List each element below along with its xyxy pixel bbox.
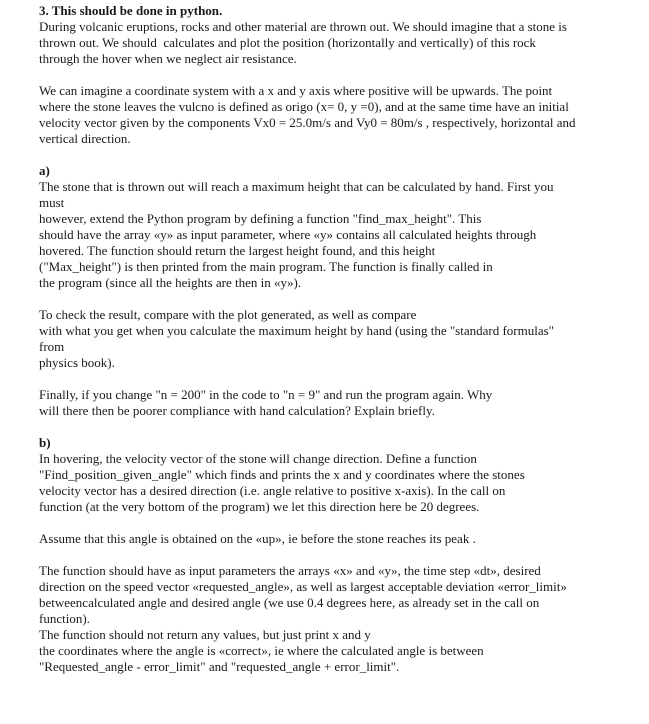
text-line: Finally, if you change "n = 200" in the code to "n = 9" and run the program again. Why: [39, 387, 493, 402]
text-line: velocity vector given by the components Vx0 = 25.0m/s and Vy0 = 80m/s , respectively, horizontal and: [39, 115, 576, 130]
text-line: thrown out. We should calculates and plot the position (horizontally and vertically) of this rock: [39, 35, 536, 50]
text-line: will there then be poorer compliance with hand calculation? Explain briefly.: [39, 403, 435, 418]
text-line: Assume that this angle is obtained on the «up», ie before the stone reaches its peak .: [39, 531, 476, 546]
text-line: function).: [39, 611, 90, 626]
text-line: The function should have as input parameters the arrays «x» and «y», the time step «dt», desired: [39, 563, 541, 578]
text-line: should have the array «y» as input parameter, where «y» contains all calculated heights through: [39, 227, 537, 242]
text-line: function (at the very bottom of the program) we let this direction here be 20 degrees.: [39, 499, 480, 514]
part-b-paragraph-1: [39, 451, 639, 515]
text-line: with what you get when you calculate the maximum height by hand (using the "standard formulas": [39, 323, 554, 338]
part-a-paragraph-2: [39, 307, 639, 371]
text-line: vertical direction.: [39, 131, 131, 146]
text-line: physics book).: [39, 355, 115, 370]
text-line: The stone that is thrown out will reach a maximum height that can be calculated by hand. First you: [39, 179, 554, 194]
part-a-paragraph-1: [39, 179, 639, 291]
text-line: During volcanic eruptions, rocks and other material are thrown out. We should imagine that a stone is: [39, 19, 567, 34]
text-line: where the stone leaves the vulcno is defined as origo (x= 0, y =0), and at the same time have an initial: [39, 99, 569, 114]
text-line: "Requested_angle - error_limit" and "requested_angle + error_limit".: [39, 659, 400, 674]
text-line: betweencalculated angle and desired angle (we use 0.4 degrees here, as already set in the call on: [39, 595, 540, 610]
text-line: the coordinates where the angle is «correct», ie where the calculated angle is between: [39, 643, 484, 658]
part-b: [39, 435, 639, 675]
setup-paragraph: [39, 83, 639, 147]
text-line: direction on the speed vector «requested_angle», as well as largest acceptable deviation «error_limit»: [39, 579, 567, 594]
text-line: In hovering, the velocity vector of the stone will change direction. Define a function: [39, 451, 477, 466]
text-line: "Find_position_given_angle" which finds and prints the x and y coordinates where the stones: [39, 467, 525, 482]
text-line: however, extend the Python program by defining a function "find_max_height". This: [39, 211, 482, 226]
part-b-label: b): [39, 435, 51, 450]
text-line: from: [39, 339, 65, 354]
text-line: through the hover when we neglect air resistance.: [39, 51, 297, 66]
text-line: The function should not return any values, but just print x and y: [39, 627, 371, 642]
text-line: ("Max_height") is then printed from the main program. The function is finally called in: [39, 259, 493, 274]
part-b-paragraph-3: [39, 563, 639, 675]
text-line: We can imagine a coordinate system with a x and y axis where positive will be upwards. The point: [39, 83, 553, 98]
task-title: 3. This should be done in python.: [39, 3, 223, 18]
part-a-label: a): [39, 163, 50, 178]
part-b-paragraph-2: [39, 531, 639, 547]
part-a-paragraph-3: [39, 387, 639, 419]
text-line: must: [39, 195, 65, 210]
text-line: velocity vector has a desired direction (i.e. angle relative to positive x-axis). In the call on: [39, 483, 506, 498]
text-line: To check the result, compare with the plot generated, as well as compare: [39, 307, 417, 322]
part-a: [39, 163, 639, 419]
text-line: the program (since all the heights are then in «y»).: [39, 275, 302, 290]
intro-paragraph: [39, 19, 639, 67]
text-line: hovered. The function should return the largest height found, and this height: [39, 243, 436, 258]
